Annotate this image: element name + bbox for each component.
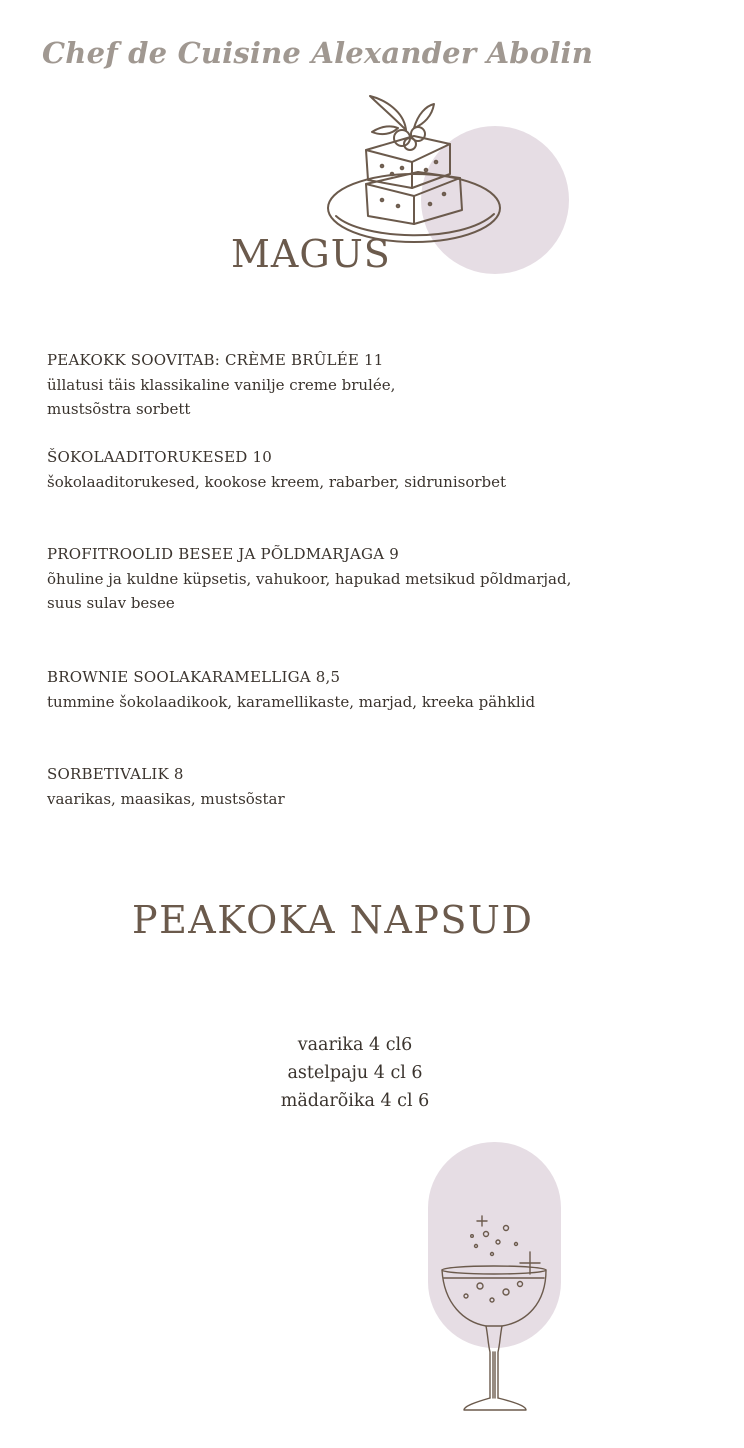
napsud-list — [205, 1031, 505, 1115]
menu-item — [47, 665, 687, 714]
menu-item-description: suus sulav besee — [47, 594, 175, 612]
menu-item-description: õhuline ja kuldne küpsetis, vahukoor, hapukad metsikud põldmarjad, — [47, 569, 572, 588]
napsud-item: astelpaju 4 cl 6 — [287, 1063, 423, 1083]
menu-item — [47, 542, 687, 616]
section-title-napsud: PEAKOKA NAPSUD — [132, 898, 534, 942]
menu-item-name: PEAKOKK SOOVITAB: CRÈME BRÛLÉE 11 — [47, 351, 384, 369]
napsud-item: vaarika 4 cl6 — [297, 1035, 413, 1055]
menu-item — [47, 348, 687, 422]
menu-item-description: mustsõstra sorbett — [47, 400, 191, 418]
menu-item — [47, 445, 687, 494]
menu-item-description: šokolaaditorukesed, kookose kreem, rabarber, sidrunisorbet — [47, 472, 507, 491]
napsud-item: mädarõika 4 cl 6 — [280, 1091, 430, 1111]
section-title-magus: MAGUS — [231, 232, 391, 276]
champagne-glass-icon — [436, 1212, 556, 1417]
menu-item-name: PROFITROOLID BESEE JA PÕLDMARJAGA 9 — [47, 545, 399, 563]
menu-item-name: ŠOKOLAADITORUKESED 10 — [47, 448, 272, 466]
menu-item-description: vaarikas, maasikas, mustsõstar — [47, 789, 285, 808]
menu-item-description: üllatusi täis klassikaline vanilje creme brulée, — [47, 375, 396, 394]
menu-item — [47, 762, 687, 811]
chef-title: Chef de Cuisine Alexander Abolin — [42, 36, 594, 70]
dessert-cake-icon — [322, 92, 507, 252]
menu-item-name: SORBETIVALIK 8 — [47, 765, 184, 783]
menu-item-description: tummine šokolaadikook, karamellikaste, marjad, kreeka pähklid — [47, 692, 536, 711]
menu-item-name: BROWNIE SOOLAKARAMELLIGA 8,5 — [47, 668, 341, 686]
